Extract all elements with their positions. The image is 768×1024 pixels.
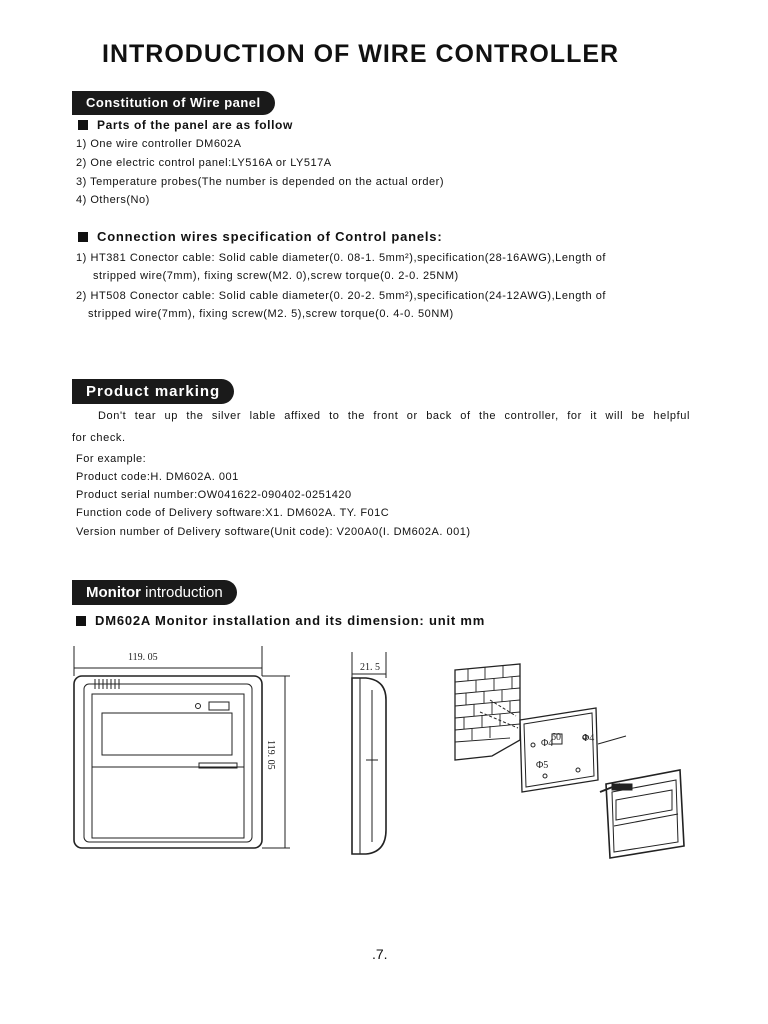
controller-logo-mark (612, 784, 632, 790)
spec-line: 1) HT381 Conector cable: Solid cable diameter(0. 08-1. 5mm²),specification(28-16AWG),Length of (76, 252, 607, 264)
monitor-heading-bold: Monitor (86, 584, 141, 601)
section-heading-constitution: Constitution of Wire panel (72, 91, 275, 115)
brick-wall-drawing (455, 664, 520, 760)
power-key (209, 702, 229, 710)
section-heading-monitor (72, 580, 237, 605)
height-label: 119. 05 (265, 740, 276, 770)
marking-line: Product code:H. DM602A. 001 (76, 471, 239, 483)
width-label: 119. 05 (128, 652, 158, 663)
marking-paragraph: Don't tear up the silver lable affixed to the front or back of the controller, for it will be helpful (98, 410, 690, 422)
marking-line: Product serial number:OW041622-090402-0251420 (76, 489, 352, 501)
side-view-drawing (352, 652, 386, 854)
controller-perspective-drawing (606, 770, 684, 858)
monitor-dimension-drawing (0, 630, 768, 870)
list-item: 1) One wire controller DM602A (76, 138, 242, 150)
list-item: 3) Temperature probes(The number is depended on the actual order) (76, 176, 444, 188)
square-bullet-icon (76, 616, 86, 626)
marking-line: Function code of Delivery software:X1. DM602A. TY. F01C (76, 507, 390, 519)
list-item: 4) Others(No) (76, 194, 150, 206)
monitor-outline (74, 676, 262, 848)
monitor-heading-rest: introduction (140, 584, 223, 601)
square-bullet-icon (78, 120, 88, 130)
marking-paragraph-end: for check. (72, 432, 126, 444)
square-bullet-icon (78, 232, 88, 242)
marking-line: For example: (76, 453, 147, 465)
monitor-face (92, 694, 244, 838)
front-view-drawing (74, 646, 290, 848)
vent-slots-icon (95, 679, 119, 689)
section-heading-product-marking: Product marking (72, 379, 234, 404)
spec-line: 2) HT508 Conector cable: Solid cable diameter(0. 20-2. 5mm²),specification(24-12AWG),Length of (76, 290, 607, 302)
list-item: 2) One electric control panel:LY516A or LY517A (76, 157, 332, 169)
lcd-window (102, 713, 232, 755)
depth-label: 21. 5 (360, 662, 380, 673)
spec-line: stripped wire(7mm), fixing screw(M2. 5),screw torque(0. 4-0. 50NM) (88, 308, 454, 320)
bullet-monitor-dimension (76, 613, 485, 628)
bullet-connection-text: Connection wires specification of Control panels: (97, 229, 443, 244)
marking-line: Version number of Delivery software(Unit code): V200A0(I. DM602A. 001) (76, 526, 471, 538)
bullet-parts-text: Parts of the panel are as follow (97, 118, 293, 132)
hole-spacing-label: 60 (551, 732, 561, 743)
hole-diameter-label: Φ4 (582, 733, 595, 744)
bullet-monitor-text: DM602A Monitor installation and its dimension: unit mm (95, 613, 486, 628)
indicator-light (196, 704, 201, 709)
page-title: INTRODUCTION OF WIRE CONTROLLER (102, 40, 620, 68)
bullet-connection-wires (78, 229, 442, 244)
hole-diameter-label: Φ4 (541, 738, 554, 749)
spec-line: stripped wire(7mm), fixing screw(M2. 0),screw torque(0. 2-0. 25NM) (93, 270, 459, 282)
page-number: .7. (372, 946, 388, 962)
hole-diameter-label: Φ5 (536, 760, 549, 771)
bullet-parts (78, 118, 293, 132)
